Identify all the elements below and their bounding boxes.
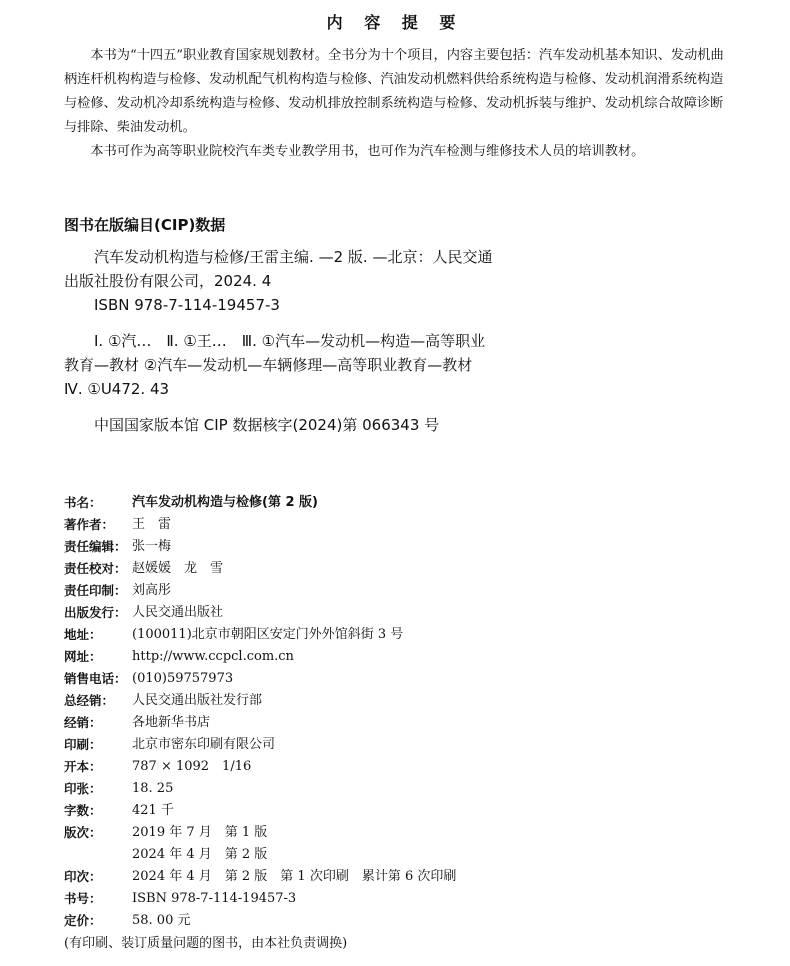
detail-row — [64, 778, 726, 800]
detail-row — [64, 668, 726, 690]
detail-row — [64, 690, 726, 712]
detail-row — [64, 712, 726, 734]
detail-row — [64, 888, 726, 910]
detail-label: 开本： — [64, 759, 102, 774]
detail-row — [64, 910, 726, 932]
detail-row — [64, 536, 726, 558]
detail-label: 责任编辑： — [64, 539, 127, 554]
summary-paragraph-2: 本书可作为高等职业院校汽车类专业教学用书，也可作为汽车检测与维修技术人员的培训教材。 — [90, 144, 645, 159]
cip-entry: 汽车发动机构造与检修/王雷主编. —2 版. —北京：人民交通出版社股份有限公司，2024. 4 — [64, 248, 493, 290]
detail-label — [64, 844, 132, 866]
detail-value: 汽车发动机构造与检修(第 2 版) — [132, 495, 318, 510]
detail-value: 2024 年 4 月 第 2 版 — [132, 847, 268, 862]
detail-value: ISBN 978-7-114-19457-3 — [132, 891, 297, 906]
detail-value: 人民交通出版社发行部 — [132, 693, 263, 708]
detail-value: 张一梅 — [132, 539, 172, 554]
detail-label: 定价： — [64, 913, 102, 928]
quality-note: (有印刷、装订质量问题的图书，由本社负责调换) — [64, 936, 348, 951]
detail-value: 2019 年 7 月 第 1 版 — [132, 825, 268, 840]
detail-label: 销售电话： — [64, 671, 127, 686]
detail-row — [64, 646, 726, 668]
detail-value: 2024 年 4 月 第 2 版 第 1 次印刷 累计第 6 次印刷 — [132, 869, 457, 884]
detail-row — [64, 756, 726, 778]
cip-isbn: ISBN 978-7-114-19457-3 — [94, 296, 280, 314]
publication-details — [64, 492, 726, 932]
detail-label: 著作者： — [64, 517, 115, 532]
detail-label: 书号： — [64, 891, 102, 906]
detail-label: 地址： — [64, 627, 102, 642]
detail-label: 经销： — [64, 715, 102, 730]
detail-label: 版次： — [64, 825, 102, 840]
detail-label: 责任印制： — [64, 583, 127, 598]
detail-label: 印刷： — [64, 737, 102, 752]
detail-value: 18. 25 — [132, 781, 174, 796]
detail-label: 印次： — [64, 869, 102, 884]
detail-row — [64, 514, 726, 536]
detail-label: 总经销： — [64, 693, 115, 708]
detail-value: (100011)北京市朝阳区安定门外外馆斜街 3 号 — [132, 627, 404, 642]
detail-value: 各地新华书店 — [132, 715, 211, 730]
detail-label: 出版发行： — [64, 605, 127, 620]
detail-label: 责任校对： — [64, 561, 127, 576]
detail-value: 58. 00 元 — [132, 913, 191, 928]
detail-value: http://www.ccpcl.com.cn — [132, 649, 294, 664]
detail-row — [64, 558, 726, 580]
detail-value: 赵媛媛 龙 雪 — [132, 561, 224, 576]
detail-row — [64, 822, 726, 844]
detail-label: 印张： — [64, 781, 102, 796]
summary-paragraph-1: 本书为“十四五”职业教育国家规划教材。全书分为十个项目，内容主要包括：汽车发动机基本知识、发动机曲柄连杆机构构造与检修、发动机配气机构构造与检修、汽油发动机燃料供给系统构造与检修、发动机润滑系统构造与检修、发动机冷却系统构造与检修、发动机排放控制系统构造与检修、发动机拆装与维护、发动机综合故障诊断与排除、柴油发动机。 — [64, 48, 724, 135]
detail-value: 王 雷 — [132, 517, 172, 532]
detail-label: 字数： — [64, 803, 102, 818]
detail-value: (010)59757973 — [132, 671, 234, 686]
detail-row — [64, 580, 726, 602]
detail-value: 787 × 1092 1/16 — [132, 759, 252, 774]
detail-value: 人民交通出版社 — [132, 605, 224, 620]
cip-classification: Ⅰ. ①汽… Ⅱ. ①王… Ⅲ. ①汽车—发动机—构造—高等职业教育—教材 ②汽车—发动机—车辆修理—高等职业教育—教材 Ⅳ. ①U472. 43 — [64, 332, 488, 398]
summary-title: 内 容 提 要 — [326, 13, 464, 32]
detail-label: 书名： — [64, 495, 102, 510]
detail-label: 网址： — [64, 649, 102, 664]
detail-row — [64, 492, 726, 514]
detail-value: 刘高彤 — [132, 583, 172, 598]
detail-value: 北京市密东印刷有限公司 — [132, 737, 276, 752]
cip-heading: 图书在版编目(CIP)数据 — [64, 216, 226, 234]
detail-row — [64, 866, 726, 888]
detail-row — [64, 734, 726, 756]
detail-row — [64, 624, 726, 646]
detail-row — [64, 800, 726, 822]
detail-row — [64, 844, 726, 866]
detail-value: 421 千 — [132, 803, 174, 818]
cip-record-number: 中国国家版本馆 CIP 数据核字(2024)第 066343 号 — [94, 416, 440, 434]
detail-row — [64, 602, 726, 624]
